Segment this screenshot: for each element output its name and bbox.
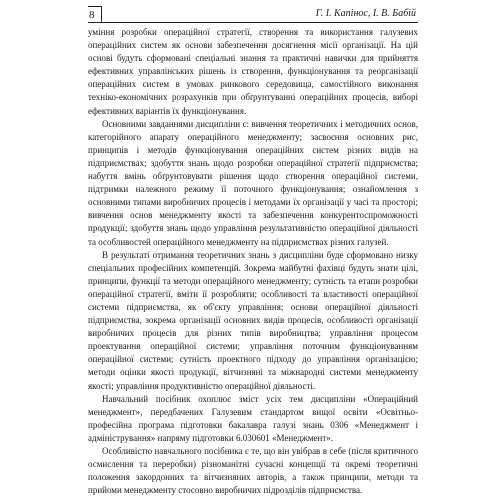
page-number: 8 <box>88 6 102 23</box>
paragraph-continuation: уміння розробки операційної стратегії, створення та використання галузевих операційних систем як основи забезпечення досягнення місії організації. На цій основі будуть сформовані спеціальні знання та практичні навички для прийняття ефективних управлінських рішень із створення, функціонування та реорганізації операційних систем в умовах ринкового середовища, самостійного виконання техніко-економічних розрахунків при обґрунтуванні операційних процесів, виборі ефективних варіантів їх функціонування. <box>88 27 418 116</box>
running-head-authors: Г. І. Капінос, І. В. Бабій <box>315 8 416 19</box>
header-rule <box>102 22 418 23</box>
paragraph-competencies: В результаті отримання теоретичних знань з дисципліни буде сформовано низку спеціальних професійних компетенцій. Зокрема майбутні фахівці будуть знати цілі, принципи, функції та методи операційного менеджменту; сутність та етапи розробки операційної стратегії, вміти її розробляти; особливості та властивості операційної системи підприємства, як об'єкту управління; основи операційної діяльності підприємства, зокрема організації основних видів процесів, особливості організації виробничих процесів для різних типів виробництва; управління процесом проектування операційної системи; управління поточним функціонуванням операційної системи; сутність проектного підходу до управління організацією; методи оцінки якості продукції, вітчизняні та міжнародні системи менеджменту якості; управління продуктивністю операційної діяльності. <box>88 249 418 391</box>
paragraph-coverage: Навчальний посібник охоплює зміст усіх тем дисципліни «Операційний менеджмент», передбачених Галузевим стандартом вищої освіти «Освітньо-професійна програма підготовки бакалавра галузі знань 0306 «Менеджмент і адміністрування» напряму підготовки 6.030601 «Менеджмент». <box>88 393 418 443</box>
body-text <box>88 26 418 497</box>
paragraph-features: Особливістю навчального посібника є те, що він увібрав в себе (після критичного осмислення та переробки) різноманітні сучасні концепції та окремі теоретичні положення закордонних та вітчизняних авторів, а також принципи, методи та прийоми менеджменту стосовно виробничих підрозділів підприємства. <box>88 446 418 496</box>
page-header <box>88 6 418 24</box>
paragraph-course-objectives: Основними завданнями дисципліни є: вивчення теоретичних і методичних основ, категорійного апарату операційного менеджменту; засвоєння основних рис, принципів і методів функціонування операційних систем різних видів на підприємствах; здобуття знань щодо розробки операційної стратегії підприємства; набуття вмінь обґрунтовувати рішення щодо створення операційної системи, підтримки належного режиму її поточного функціонування; ознайомлення з основними типами виробничих процесів і методами їх організації у часі та просторі; вивчення основ менеджменту якості та забезпечення конкурентоспроможності продукції; здобуття знань щодо управління результативністю операційної діяльності та особливостей операційного менеджменту на підприємствах різних галузей. <box>88 118 418 247</box>
